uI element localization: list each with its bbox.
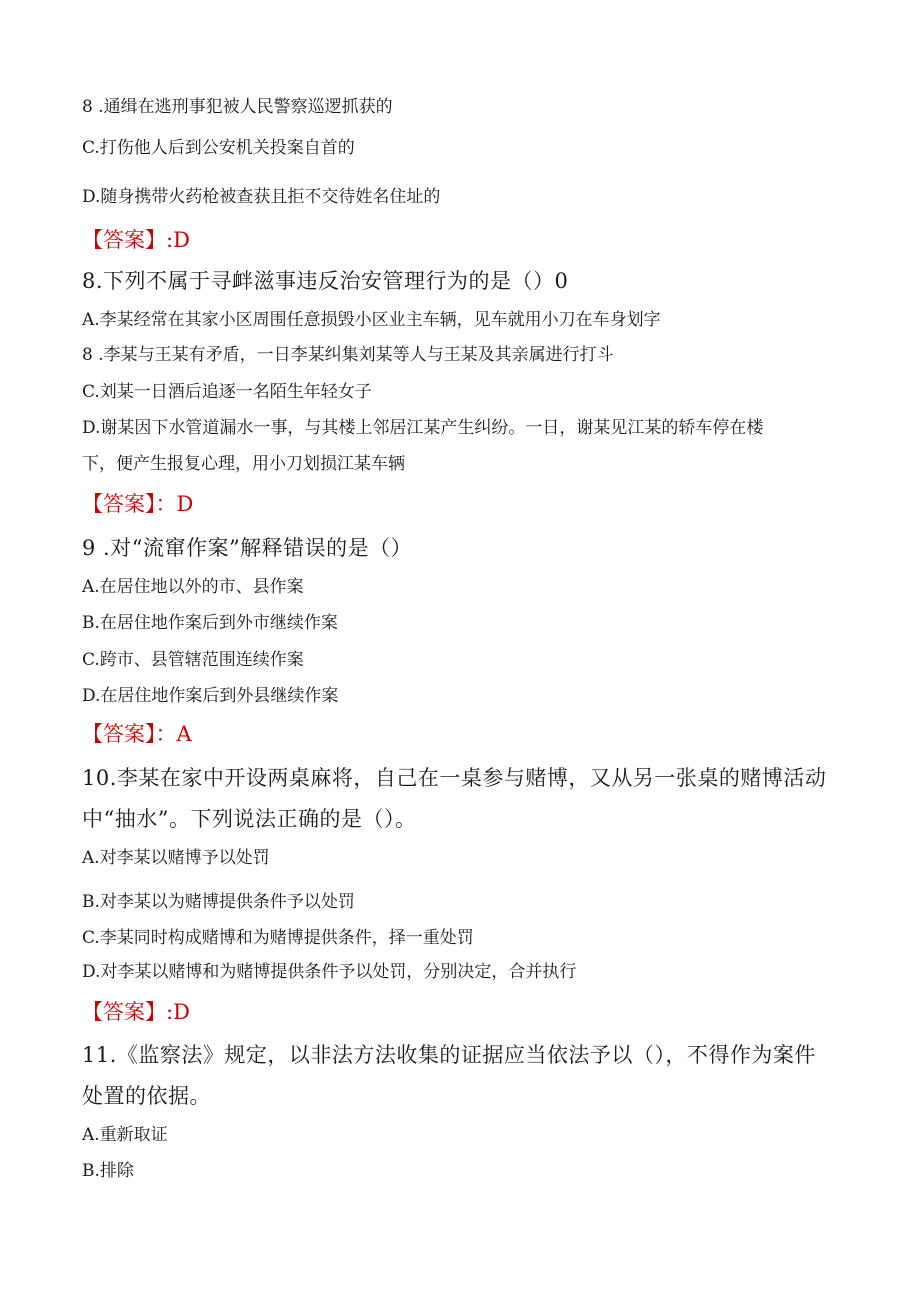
answer-q9: 【答案】：A — [82, 722, 192, 746]
option-b-q10: B.对李某以为赌博提供条件予以处罚 — [82, 892, 355, 912]
option-d-q7: D.随身携带火药枪被查获且拒不交待姓名住址的 — [82, 187, 441, 207]
question-11: 11.《监察法》规定，以非法方法收集的证据应当依法予以（），不得作为案件 — [82, 1043, 816, 1067]
option-b-q9: B.在居住地作案后到外市继续作案 — [82, 613, 338, 633]
question-10: 10.李某在家中开设两桌麻将，自己在一桌参与赌博，又从另一张桌的赌博活动 — [82, 766, 827, 790]
answer-q10: 【答案】:D — [82, 1000, 190, 1024]
option-b-q8: 8 .李某与王某有矛盾，一日李某纠集刘某等人与王某及其亲属进行打斗 — [82, 345, 614, 365]
option-a-q11: A.重新取证 — [82, 1125, 168, 1145]
option-a-q9: A.在居住地以外的市、县作案 — [82, 577, 304, 597]
option-d-q8: D.谢某因下水管道漏水一事，与其楼上邻居江某产生纠纷。一日，谢某见江某的轿车停在楼 — [82, 418, 764, 438]
option-d-q8-cont: 下，便产生报复心理，用小刀划损江某车辆 — [82, 454, 405, 474]
option-c-q7: C.打伤他人后到公安机关投案自首的 — [82, 138, 355, 158]
question-10-cont: 中“抽水”。下列说法正确的是（）。 — [82, 807, 417, 831]
answer-q7: 【答案】:D — [82, 228, 190, 252]
option-c-q10: C.李某同时构成赌博和为赌博提供条件，择一重处罚 — [82, 928, 474, 948]
option-a-q10: A.对李某以赌博予以处罚 — [82, 848, 270, 868]
option-d-q9: D.在居住地作案后到外县继续作案 — [82, 686, 339, 706]
option-b-q7: 8 .通缉在逃刑事犯被人民警察巡逻抓获的 — [82, 97, 393, 117]
option-c-q8: C.刘某一日酒后追逐一名陌生年轻女子 — [82, 382, 372, 402]
answer-q8: 【答案】：D — [82, 492, 194, 516]
option-d-q10: D.对李某以赌博和为赌博提供条件予以处罚，分别决定，合并执行 — [82, 962, 577, 982]
option-c-q9: C.跨市、县管辖范围连续作案 — [82, 650, 304, 670]
option-a-q8: A.李某经常在其家小区周围任意损毁小区业主车辆，见车就用小刀在车身划字 — [82, 310, 661, 330]
question-11-cont: 处置的依据。 — [82, 1084, 211, 1108]
question-8: 8.下列不属于寻衅滋事违反治安管理行为的是（）0 — [82, 269, 569, 293]
question-9: 9 .对“流窜作案”解释错误的是（） — [82, 536, 413, 560]
option-b-q11: B.排除 — [82, 1161, 134, 1181]
